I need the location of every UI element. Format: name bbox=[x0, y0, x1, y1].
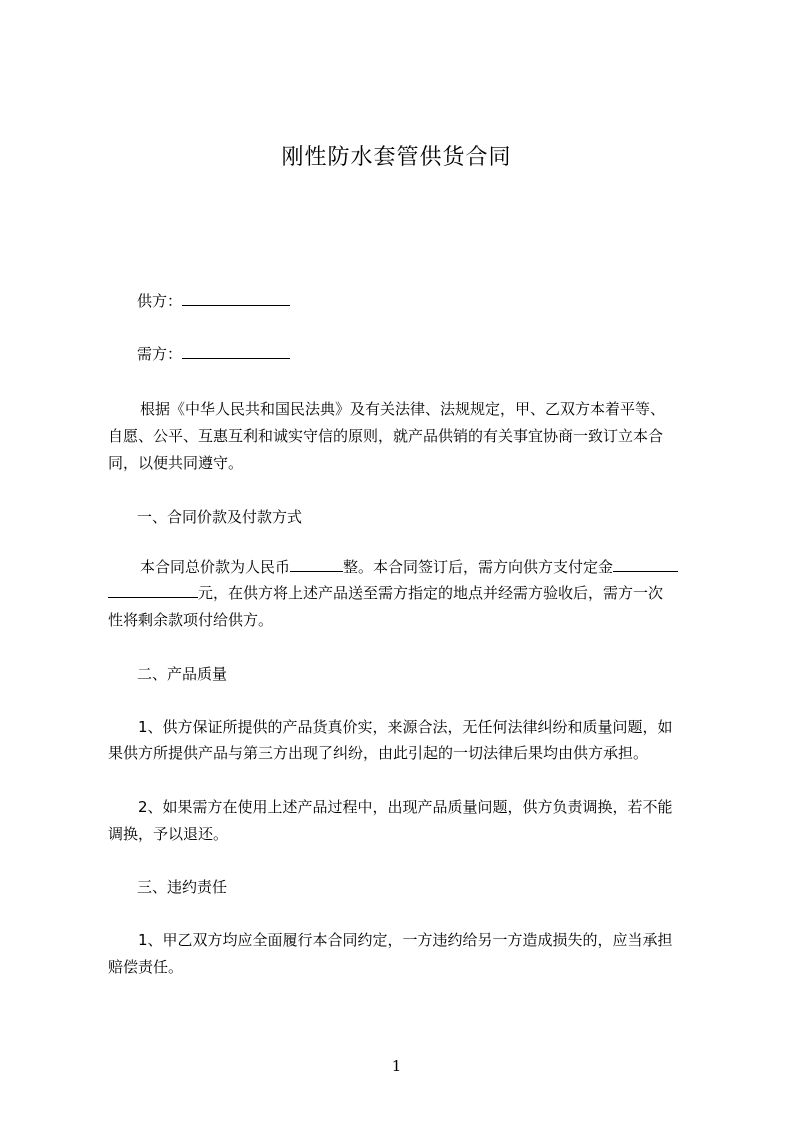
price-text: 本合同总价款为人民币 bbox=[140, 558, 291, 576]
buyer-field bbox=[137, 344, 290, 364]
section-1-paragraph-line-1 bbox=[140, 557, 678, 577]
section-3-item-1-line-2: 赔偿责任。 bbox=[108, 958, 184, 976]
deposit-blank-end bbox=[108, 583, 198, 598]
section-1-paragraph-line-2 bbox=[108, 583, 663, 603]
buyer-label: 需方： bbox=[137, 345, 183, 363]
page-number: 1 bbox=[391, 1057, 402, 1075]
section-2-item-2-line-2: 调换，予以退还。 bbox=[108, 825, 229, 843]
section-2-item-1-line-2: 果供方所提供产品与第三方出现了纠纷，由此引起的一切法律后果均由供方承担。 bbox=[108, 744, 649, 762]
section-1-paragraph-line-3: 性将剩余款项付给供方。 bbox=[108, 611, 274, 629]
delivery-text: 元，在供方将上述产品送至需方指定的地点并经需方验收后，需方一次 bbox=[198, 584, 664, 602]
section-1-heading: 一、合同价款及付款方式 bbox=[137, 508, 303, 526]
deposit-blank-start bbox=[613, 557, 678, 572]
supplier-field bbox=[137, 291, 290, 311]
page-title: 刚性防水套管供货合同 bbox=[281, 145, 512, 170]
intro-line-2: 自愿、公平、互惠互利和诚实守信的原则，就产品供销的有关事宜协商一致订立本合 bbox=[108, 427, 664, 445]
supplier-blank bbox=[182, 291, 290, 306]
deposit-text: 整。本合同签订后，需方向供方支付定金 bbox=[343, 558, 614, 576]
supplier-label: 供方： bbox=[137, 292, 183, 310]
total-price-blank bbox=[290, 557, 343, 572]
intro-line-3: 同，以便共同遵守。 bbox=[108, 454, 244, 472]
section-2-heading: 二、产品质量 bbox=[137, 665, 228, 683]
buyer-blank bbox=[182, 344, 290, 359]
intro-line-1: 根据《中华人民共和国民法典》及有关法律、法规规定，甲、乙双方本着平等、 bbox=[140, 400, 666, 418]
section-2-item-1-line-1: 1、供方保证所提供的产品货真价实，来源合法，无任何法律纠纷和质量问题，如 bbox=[138, 718, 673, 736]
section-3-item-1-line-1: 1、甲乙双方均应全面履行本合同约定，一方违约给另一方造成损失的，应当承担 bbox=[138, 931, 673, 949]
section-2-item-2-line-1: 2、如果需方在使用上述产品过程中，出现产品质量问题，供方负责调换，若不能 bbox=[138, 798, 673, 816]
section-3-heading: 三、违约责任 bbox=[137, 878, 228, 896]
